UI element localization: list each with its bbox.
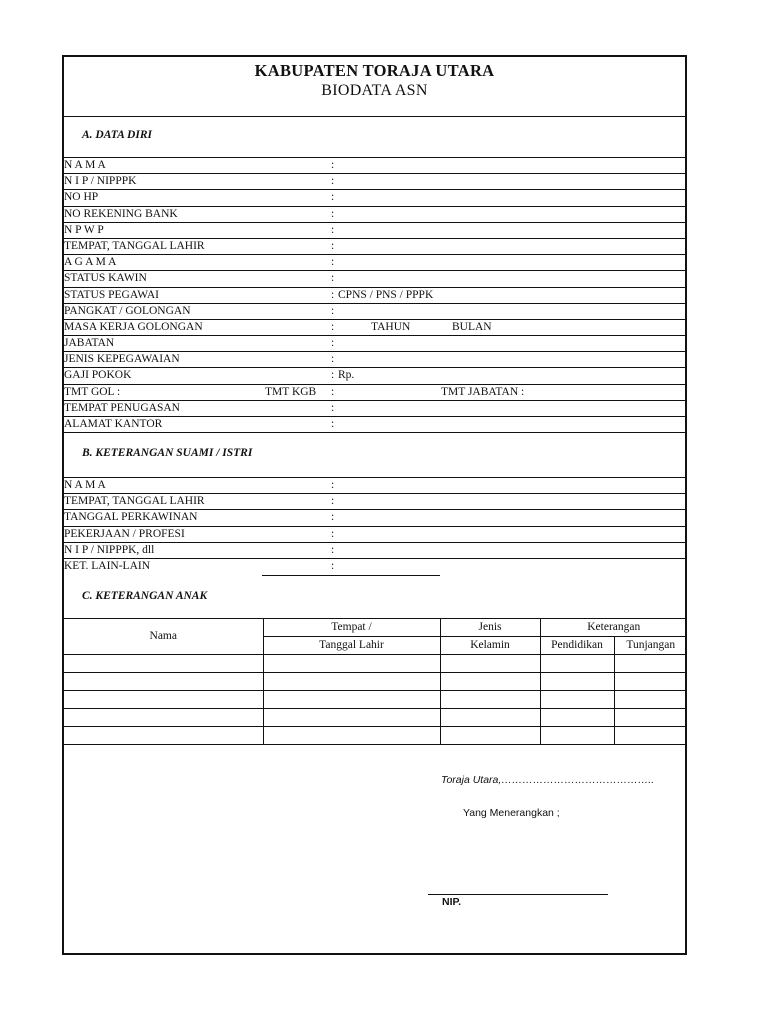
field-label: TEMPAT, TANGGAL LAHIR bbox=[64, 239, 205, 252]
tmt-kgb-label: TMT KGB bbox=[265, 385, 317, 398]
field-label: STATUS KAWIN bbox=[64, 272, 147, 285]
col-kelamin: Kelamin bbox=[440, 637, 540, 655]
section-b-rows bbox=[64, 477, 685, 574]
spouse-row-nip[interactable]: N I P / NIPPPK, dll : bbox=[64, 543, 685, 559]
spouse-row-ket-lain[interactable]: KET. LAIN-LAIN : bbox=[64, 559, 335, 572]
field-row-nip[interactable]: N I P / NIPPPK : bbox=[64, 174, 685, 190]
field-row-status-pegawai[interactable]: STATUS PEGAWAI : CPNS / PNS / PPPK bbox=[64, 288, 685, 304]
field-row-no-rekening[interactable]: NO REKENING BANK : bbox=[64, 207, 685, 223]
col-keterangan: Keterangan bbox=[540, 619, 687, 637]
section-b-title: B. KETERANGAN SUAMI / ISTRI bbox=[82, 447, 253, 459]
field-row-npwp[interactable]: N P W P : bbox=[64, 223, 685, 239]
form-header bbox=[64, 57, 685, 117]
col-tunjangan: Tunjangan bbox=[614, 637, 687, 655]
table-row[interactable] bbox=[64, 727, 687, 745]
field-label: N I P / NIPPPK, dll bbox=[64, 543, 155, 556]
field-label: TEMPAT, TANGGAL LAHIR bbox=[64, 495, 205, 508]
field-label: NO HP bbox=[64, 191, 99, 204]
field-label: NO REKENING BANK bbox=[64, 207, 178, 220]
field-value: Rp. bbox=[338, 369, 355, 382]
field-label: A G A M A bbox=[64, 256, 117, 269]
field-label: PANGKAT / GOLONGAN bbox=[64, 304, 191, 317]
field-row-ttl[interactable]: TEMPAT, TANGGAL LAHIR : bbox=[64, 239, 685, 255]
bulan-label: BULAN bbox=[452, 320, 492, 333]
field-row-status-kawin[interactable]: STATUS KAWIN : bbox=[64, 271, 685, 287]
field-value: CPNS / PNS / PPPK bbox=[338, 288, 434, 301]
field-row-nama[interactable]: N A M A : bbox=[64, 158, 685, 174]
signature-line bbox=[428, 894, 608, 895]
table-row[interactable] bbox=[64, 655, 687, 673]
table-row[interactable] bbox=[64, 709, 687, 727]
form-subtitle: BIODATA ASN bbox=[321, 82, 428, 99]
table-row[interactable] bbox=[64, 673, 687, 691]
field-label: STATUS PEGAWAI bbox=[64, 288, 159, 301]
field-label: TANGGAL PERKAWINAN bbox=[64, 511, 198, 524]
col-tanggal-lahir: Tanggal Lahir bbox=[263, 637, 440, 655]
children-table bbox=[64, 618, 687, 745]
field-label: ALAMAT KANTOR bbox=[64, 418, 163, 430]
section-a-rows bbox=[64, 157, 685, 433]
section-c-title: C. KETERANGAN ANAK bbox=[82, 590, 208, 602]
field-label: N P W P bbox=[64, 223, 104, 236]
field-label: TEMPAT PENUGASAN bbox=[64, 401, 180, 414]
field-label: N A M A bbox=[64, 159, 106, 171]
field-label: MASA KERJA GOLONGAN bbox=[64, 320, 203, 333]
col-pendidikan: Pendidikan bbox=[540, 637, 614, 655]
field-row-gaji-pokok[interactable]: GAJI POKOK : Rp. bbox=[64, 368, 685, 384]
field-label: GAJI POKOK bbox=[64, 369, 132, 382]
col-tempat: Tempat / bbox=[263, 619, 440, 637]
field-row-jabatan[interactable]: JABATAN : bbox=[64, 336, 685, 352]
spouse-row-pekerjaan[interactable]: PEKERJAAN / PROFESI : bbox=[64, 527, 685, 543]
field-label: N I P / NIPPPK bbox=[64, 175, 137, 188]
col-nama: Nama bbox=[64, 619, 263, 655]
field-label: JENIS KEPEGAWAIAN bbox=[64, 353, 180, 366]
tmt-jabatan-label: TMT JABATAN : bbox=[441, 385, 525, 398]
field-label: KET. LAIN-LAIN bbox=[64, 559, 151, 572]
field-row-pangkat[interactable]: PANGKAT / GOLONGAN : bbox=[64, 304, 685, 320]
field-label: JABATAN bbox=[64, 337, 115, 350]
col-jenis: Jenis bbox=[440, 619, 540, 637]
spouse-row-tanggal-perkawinan[interactable]: TANGGAL PERKAWINAN : bbox=[64, 510, 685, 526]
form-title: KABUPATEN TORAJA UTARA bbox=[254, 61, 495, 80]
ket-lain-underline bbox=[262, 575, 440, 576]
field-row-agama[interactable]: A G A M A : bbox=[64, 255, 685, 271]
table-header-row bbox=[64, 619, 687, 637]
spouse-row-nama[interactable]: N A M A : bbox=[64, 478, 685, 494]
field-label: N A M A bbox=[64, 479, 106, 491]
field-row-masa-kerja[interactable]: MASA KERJA GOLONGAN : TAHUN BULAN bbox=[64, 320, 685, 336]
biodata-form bbox=[62, 55, 687, 955]
signature-role: Yang Menerangkan ; bbox=[463, 807, 560, 819]
tahun-label: TAHUN bbox=[371, 320, 411, 333]
field-row-tempat-penugasan[interactable]: TEMPAT PENUGASAN : bbox=[64, 401, 685, 417]
field-label: PEKERJAAN / PROFESI bbox=[64, 527, 185, 540]
section-a-title: A. DATA DIRI bbox=[82, 129, 152, 141]
tmt-gol-label: TMT GOL : bbox=[64, 385, 121, 398]
signature-city-date: Toraja Utara,…………………………………….. bbox=[441, 774, 655, 786]
field-row-no-hp[interactable]: NO HP : bbox=[64, 190, 685, 206]
spouse-row-ttl[interactable]: TEMPAT, TANGGAL LAHIR : bbox=[64, 494, 685, 510]
field-row-tmt[interactable]: TMT GOL : TMT KGB : TMT JABATAN : bbox=[64, 385, 685, 401]
field-row-jenis-kepegawaian[interactable]: JENIS KEPEGAWAIAN : bbox=[64, 352, 685, 368]
field-row-alamat-kantor[interactable]: ALAMAT KANTOR : bbox=[64, 417, 685, 433]
table-row[interactable] bbox=[64, 691, 687, 709]
signature-nip-label: NIP. bbox=[442, 896, 462, 908]
